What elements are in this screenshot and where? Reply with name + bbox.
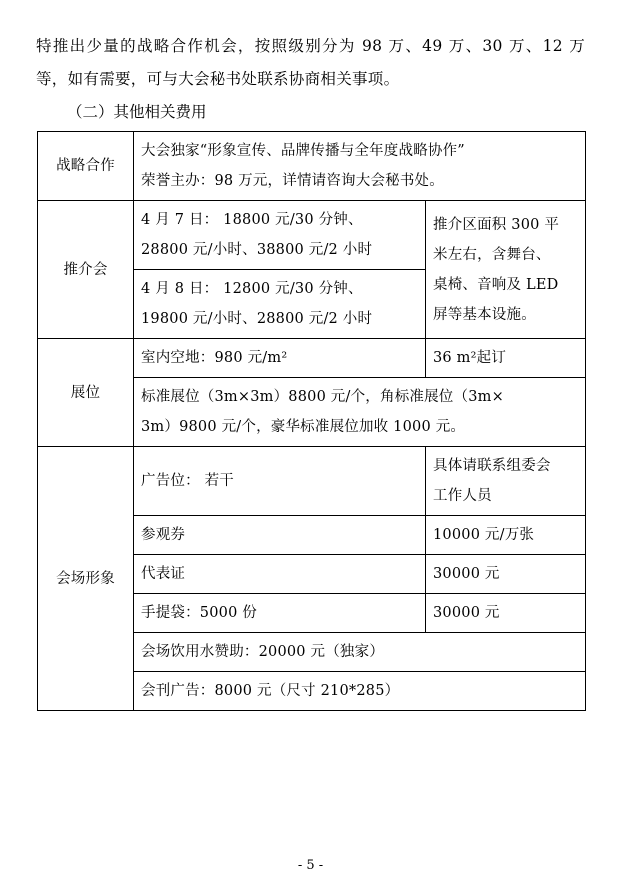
venue-ad-note-line-1: 具体请联系组委会: [433, 458, 551, 474]
venue-journal-ad-cell: 会刊广告：8000 元（尺寸 210*285）: [134, 672, 586, 711]
fee-table: [37, 131, 586, 711]
venue-badge-cell: 代表证: [134, 555, 426, 594]
table-row: [38, 447, 586, 516]
table-row: [38, 201, 586, 270]
section-heading: （二）其他相关费用: [67, 103, 207, 121]
venue-ad-space-note-cell: [426, 447, 586, 516]
table-row: [38, 132, 586, 201]
booth-minimum-cell: 36 m²起订: [426, 339, 586, 378]
venue-ad-note-line-2: 工作人员: [433, 488, 492, 504]
venue-bag-price-cell: 30000 元: [426, 594, 586, 633]
row-label-strategic: 战略合作: [38, 132, 134, 201]
row-label-booth: 展位: [38, 339, 134, 447]
promotion-day1-cell: [134, 201, 426, 270]
venue-badge-price-cell: 30000 元: [426, 555, 586, 594]
booth-indoor-cell: 室内空地：980 元/m²: [134, 339, 426, 378]
promotion-day1-line-2: 28800 元/小时、38800 元/2 小时: [141, 242, 373, 258]
table-row: [38, 339, 586, 378]
strategic-content-cell: [134, 132, 586, 201]
strategic-line-2: 荣誉主办：98 万元，详情请咨询大会秘书处。: [141, 173, 444, 189]
venue-ad-space-cell: 广告位： 若干: [134, 447, 426, 516]
strategic-line-1: 大会独家“形象宣传、品牌传播与全年度战略协作”: [141, 143, 465, 159]
promotion-day1-line-1: 4 月 7 日： 18800 元/30 分钟、: [141, 212, 363, 228]
venue-ticket-cell: 参观券: [134, 516, 426, 555]
booth-standard-cell: [134, 378, 586, 447]
promotion-day2-line-2: 19800 元/小时、28800 元/2 小时: [141, 311, 373, 327]
promotion-area-cell: [426, 201, 586, 339]
promotion-area-line-1: 推介区面积 300 平: [433, 216, 560, 233]
venue-ticket-price-cell: 10000 元/万张: [426, 516, 586, 555]
intro-paragraph: 特推出少量的战略合作机会，按照级别分为 98 万、49 万、30 万、12 万等，如有需要，可与大会秘书处联系协商相关事项。: [36, 37, 585, 88]
promotion-day2-cell: [134, 270, 426, 339]
promotion-area-line-2: 米左右，含舞台、: [433, 246, 551, 263]
page-number: - 5 -: [297, 858, 324, 873]
promotion-day2-line-1: 4 月 8 日： 12800 元/30 分钟、: [141, 281, 363, 297]
promotion-area-line-3: 桌椅、音响及 LED: [433, 276, 559, 293]
row-label-promotion: 推介会: [38, 201, 134, 339]
venue-water-cell: 会场饮用水赞助：20000 元（独家）: [134, 633, 586, 672]
row-label-venue-image: 会场形象: [38, 447, 134, 711]
venue-bag-cell: 手提袋：5000 份: [134, 594, 426, 633]
booth-standard-line-2: 3m）9800 元/个，豪华标准展位加收 1000 元。: [141, 419, 466, 435]
booth-standard-line-1: 标准展位（3m×3m）8800 元/个，角标准展位（3m×: [141, 389, 504, 405]
promotion-area-line-4: 屏等基本设施。: [433, 306, 536, 323]
